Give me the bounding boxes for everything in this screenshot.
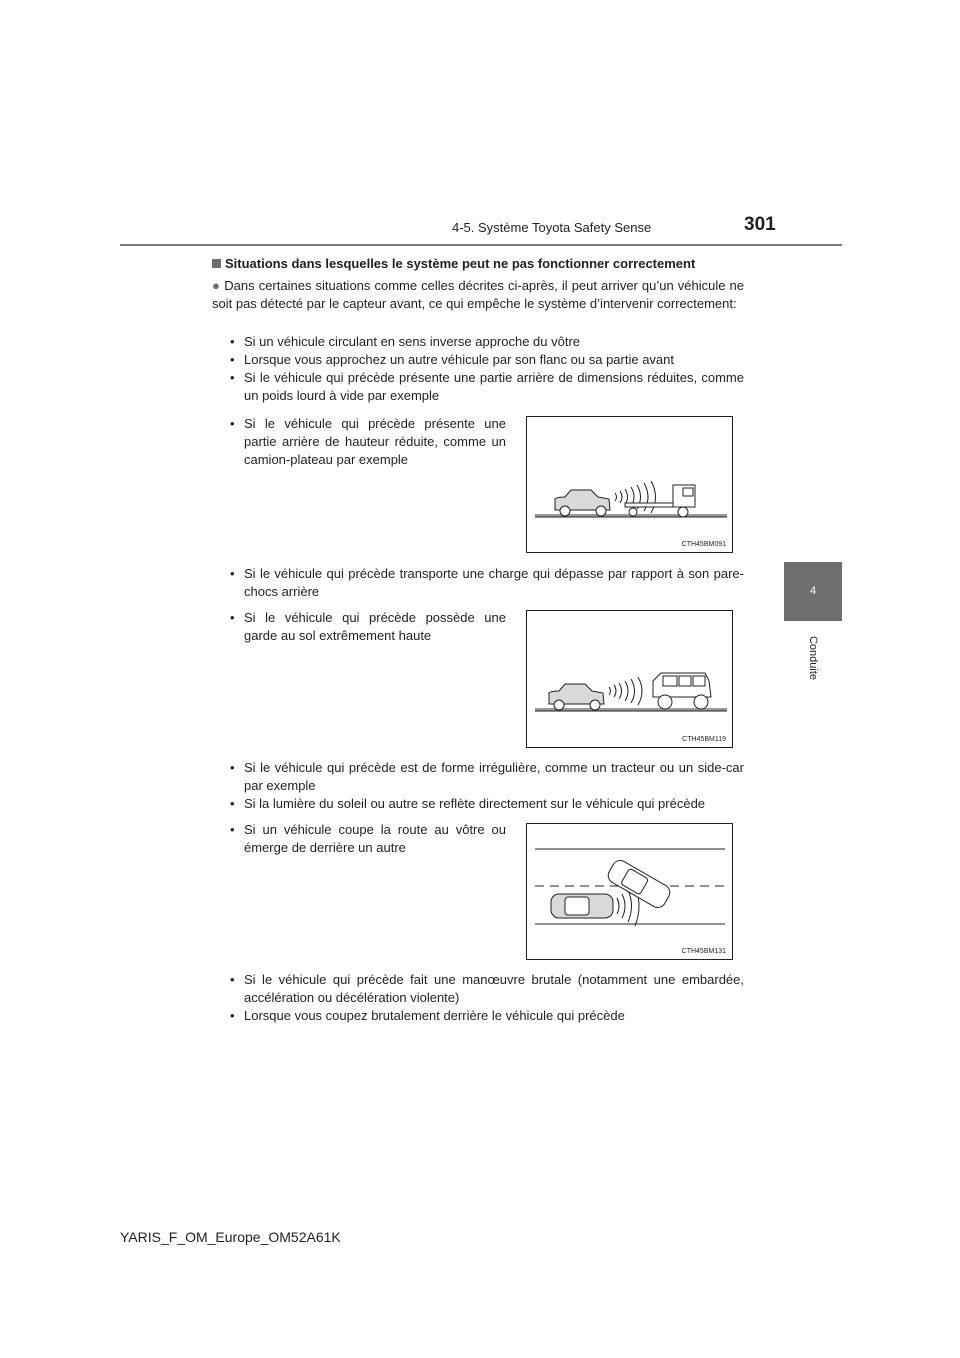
intro-text: Dans certaines situations comme celles décrites ci-après, il peut arriver qu’un véhicule ne soit pas détecté par le capteur avant, ce qui empêche le système d’intervenir correctement:	[212, 278, 744, 311]
list-item: • Si le véhicule qui précède présente une partie arrière de hauteur réduite, comme un camion-plateau par exemple	[230, 416, 506, 467]
document-code: YARIS_F_OM_Europe_OM52A61K	[120, 1229, 341, 1245]
list-item: • Si le véhicule qui précède présente une partie arrière de dimensions réduites, comme un poids lourd à vide par exemple	[230, 370, 744, 403]
header-rule	[120, 244, 842, 246]
figure-cut-in	[526, 823, 733, 960]
chapter-label: Conduite	[807, 635, 819, 681]
figure-caption: CTH45BM091	[681, 541, 726, 548]
circle-bullet-icon: ●	[212, 278, 221, 293]
chapter-label-box	[780, 630, 846, 686]
list-item: • Si le véhicule qui précède fait une manœuvre brutale (notamment une embardée, accélération ou décélération violente)	[230, 972, 744, 1005]
flatbed-truck-illustration	[527, 417, 732, 552]
list-item: • Si un véhicule coupe la route au vôtre ou émerge de derrière un autre	[230, 822, 506, 855]
chapter-tab	[784, 562, 842, 621]
chapter-number: 4	[809, 585, 817, 597]
section-title: 4-5. Système Toyota Safety Sense	[452, 220, 652, 235]
intro-paragraph	[212, 277, 744, 313]
cut-in-illustration	[527, 824, 732, 959]
list-item: • Si le véhicule qui précède est de forme irrégulière, comme un tracteur ou un side-car par exemple	[230, 760, 744, 793]
list-item: • Si un véhicule circulant en sens inverse approche du vôtre	[230, 334, 581, 349]
section-heading	[212, 256, 695, 271]
square-bullet-icon	[212, 259, 221, 268]
high-clearance-illustration	[527, 611, 732, 747]
list-item: • Si le véhicule qui précède possède une garde au sol extrêmement haute	[230, 610, 506, 643]
page-number: 301	[744, 214, 776, 235]
list-item: • Lorsque vous approchez un autre véhicule par son flanc ou sa partie avant	[230, 352, 674, 367]
list-item: • Si le véhicule qui précède transporte une charge qui dépasse par rapport à son pare-chocs arrière	[230, 566, 744, 599]
list-item: • Si la lumière du soleil ou autre se reflète directement sur le véhicule qui précède	[230, 796, 706, 811]
figure-high-clearance	[526, 610, 733, 748]
figure-flatbed-truck	[526, 416, 733, 553]
section-heading-text: Situations dans lesquelles le système peut ne pas fonctionner correctement	[225, 256, 696, 271]
list-item: • Lorsque vous coupez brutalement derrière le véhicule qui précède	[230, 1008, 625, 1023]
figure-caption: CTH45BM131	[681, 948, 726, 955]
figure-caption: CTH45BM119	[682, 736, 726, 743]
